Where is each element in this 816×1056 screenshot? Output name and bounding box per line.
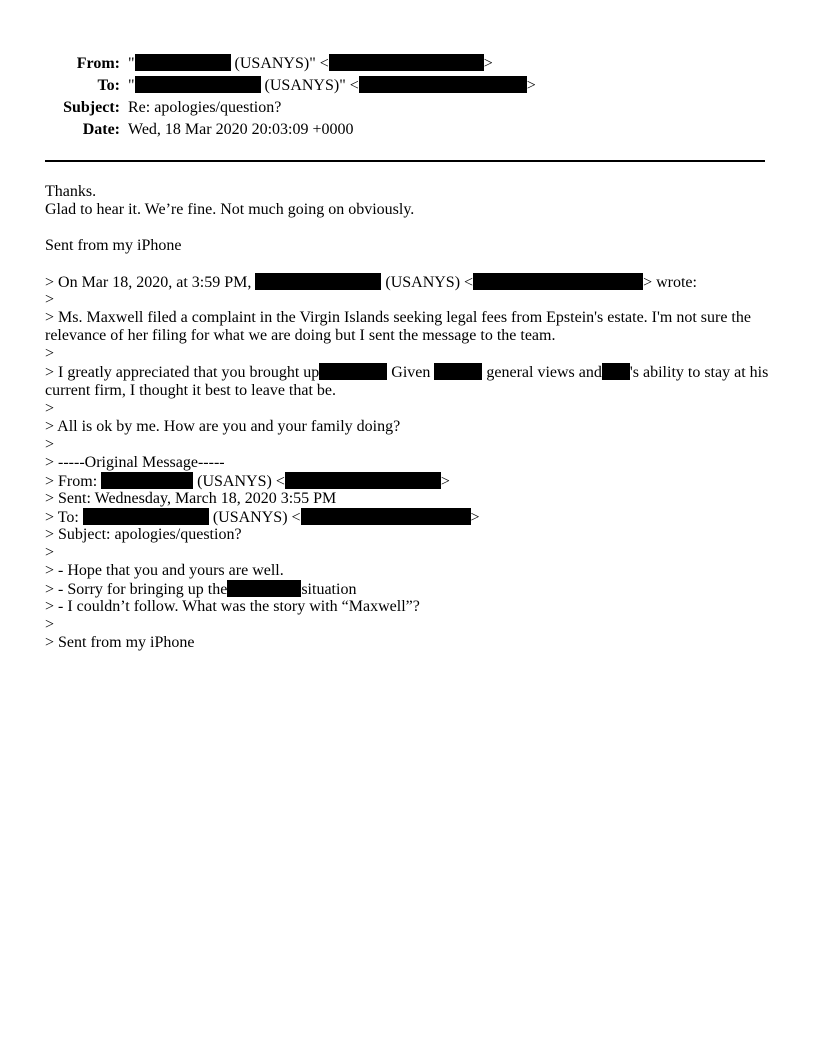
to-row xyxy=(45,75,775,97)
quote-text: > - Sorry for bringing up the xyxy=(45,581,228,598)
quote-text: 's ability to stay at his current firm, I thought it best to leave that be. xyxy=(45,364,769,399)
email-header xyxy=(45,53,775,141)
quote-text: (USANYS) < xyxy=(208,509,301,526)
quote-text: > On Mar 18, 2020, at 3:59 PM, xyxy=(45,274,256,291)
redaction-block xyxy=(319,363,387,380)
quote-line: > -----Original Message----- xyxy=(45,454,225,471)
blank-line xyxy=(45,219,775,237)
quote-signature-line: > Sent from my iPhone xyxy=(45,634,195,651)
to-quote: " xyxy=(128,77,135,94)
quote-text: situation xyxy=(301,581,357,598)
quote-empty-line: > xyxy=(45,345,55,362)
quote-line: > - Hope that you and yours are well. xyxy=(45,562,284,579)
to-close: > xyxy=(526,77,536,94)
body-line: Thanks. xyxy=(45,183,97,200)
quote-empty-line: > xyxy=(45,436,55,453)
quote-text: general views and xyxy=(482,364,602,381)
quote-empty-line: > xyxy=(45,400,55,417)
redaction-block xyxy=(285,472,441,489)
subject-label: Subject: xyxy=(63,99,120,116)
to-value xyxy=(128,77,536,94)
redaction-block xyxy=(473,273,643,290)
from-row xyxy=(45,53,775,75)
quote-from-line xyxy=(45,472,775,490)
quote-text: > I greatly appreciated that you brought up xyxy=(45,364,320,381)
redaction-block xyxy=(101,472,193,489)
redaction-block xyxy=(301,508,471,525)
from-quote: " xyxy=(128,55,135,72)
from-close: > xyxy=(483,55,493,72)
redaction-block xyxy=(329,54,484,71)
quote-attribution xyxy=(45,273,775,291)
quote-empty-line: > xyxy=(45,616,55,633)
quote-text: > wrote: xyxy=(643,274,697,291)
subject-row xyxy=(45,97,775,119)
from-label: From: xyxy=(76,55,120,72)
quote-sent-line: > Sent: Wednesday, March 18, 2020 3:55 PM xyxy=(45,490,337,507)
redaction-block xyxy=(602,363,630,380)
date-value: Wed, 18 Mar 2020 20:03:09 +0000 xyxy=(128,121,354,138)
quote-paragraph: > Ms. Maxwell filed a complaint in the Virgin Islands seeking legal fees from Epstein's estate. I'm not sure the relevance of her filing for what we are doing but I sent the message to the team. xyxy=(45,309,751,344)
header-divider xyxy=(45,160,765,162)
quote-line xyxy=(45,580,775,598)
quote-line: > All is ok by me. How are you and your family doing? xyxy=(45,418,401,435)
subject-value: Re: apologies/question? xyxy=(128,99,282,116)
quote-line: > - I couldn’t follow. What was the story with “Maxwell”? xyxy=(45,598,420,615)
to-label: To: xyxy=(97,77,120,94)
quote-subject-line: > Subject: apologies/question? xyxy=(45,526,242,543)
quote-paragraph xyxy=(45,363,775,400)
email-body xyxy=(45,183,775,652)
redaction-block xyxy=(227,580,301,597)
quote-text: > xyxy=(440,473,450,490)
quote-to-line xyxy=(45,508,775,526)
body-line: Glad to hear it. We’re fine. Not much going on obviously. xyxy=(45,201,415,218)
redaction-block xyxy=(255,273,381,290)
redaction-block xyxy=(135,54,231,71)
redaction-block xyxy=(83,508,209,525)
date-label: Date: xyxy=(82,121,120,138)
quote-text: > To: xyxy=(45,509,83,526)
quote-text: (USANYS) < xyxy=(193,473,285,490)
redaction-block xyxy=(359,76,527,93)
from-org: (USANYS)" < xyxy=(230,55,329,72)
redaction-block xyxy=(135,76,261,93)
quote-text: > From: xyxy=(45,473,102,490)
from-value xyxy=(128,55,493,72)
to-org: (USANYS)" < xyxy=(260,77,359,94)
signature-line: Sent from my iPhone xyxy=(45,237,182,254)
blank-line xyxy=(45,255,775,273)
quote-text: Given xyxy=(387,364,435,381)
quote-text: (USANYS) < xyxy=(381,274,474,291)
date-row xyxy=(45,119,775,141)
quote-text: > xyxy=(470,509,480,526)
redaction-block xyxy=(434,363,482,380)
quote-empty-line: > xyxy=(45,544,55,561)
quote-empty-line: > xyxy=(45,291,55,308)
